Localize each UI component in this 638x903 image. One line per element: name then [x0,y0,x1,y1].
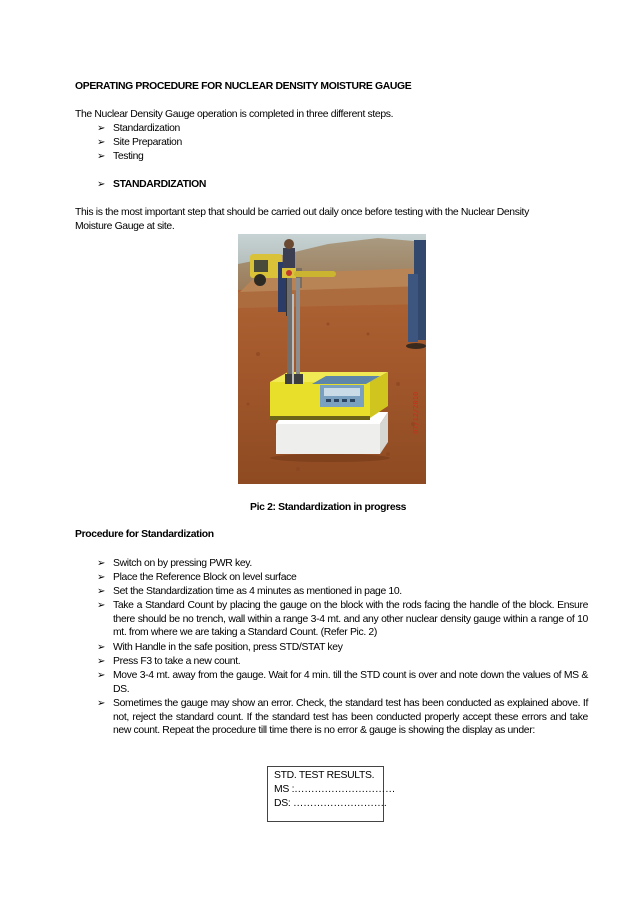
arrowhead-bullet-icon: ➢ [97,572,106,583]
procedure-step: Press F3 to take a new count. [113,656,241,667]
procedure-heading: Procedure for Standardization [75,529,214,540]
arrowhead-bullet-icon: ➢ [97,670,106,681]
document-title: OPERATING PROCEDURE FOR NUCLEAR DENSITY MOISTURE GAUGE [75,81,412,92]
procedure-step: Set the Standardization time as 4 minutes as mentioned in page 10. [113,586,402,597]
arrowhead-bullet-icon: ➢ [97,179,106,190]
arrowhead-bullet-icon: ➢ [97,642,106,653]
procedure-step: Place the Reference Block on level surface [113,572,297,583]
intro-paragraph: The Nuclear Density Gauge operation is completed in three different steps. [75,109,394,120]
section-paragraph-line: This is the most important step that should be carried out daily once before testing with the Nuclear Density [75,207,529,218]
procedure-step: Sometimes the gauge may show an error. Check, the standard test has been conducted as explained above. If not, reject the standard count. If the standard test has been conducted properly accept these errors and take new count. Repeat the procedure till time there is no error & gauge is showing the display as under: [113,698,588,737]
results-title: STD. TEST RESULTS. [274,770,375,781]
std-test-results-box [267,766,396,822]
procedure-step: Move 3-4 mt. away from the gauge. Wait for 4 min. till the STD count is over and note down the values of MS & DS. [113,670,588,695]
arrowhead-bullet-icon: ➢ [97,558,106,569]
step-item: Site Preparation [113,137,182,148]
arrowhead-bullet-icon: ➢ [97,656,106,667]
section-paragraph-line: Moisture Gauge at site. [75,221,175,232]
arrowhead-bullet-icon: ➢ [97,151,106,162]
photo-caption: Pic 2: Standardization in progress [250,502,407,513]
procedure-step: Take a Standard Count by placing the gauge on the block with the rods facing the handle of the block. Ensure there should be no trench, wall within a range 3-4 mt. and any other nuclear density gauge within a range of 10 mt. from where we are taking a Standard Count. (Refer Pic. 2) [113,600,588,639]
svg-text:07/12/2010: 07/12/2010 [412,391,420,434]
section-heading: STANDARDIZATION [113,179,207,190]
standardization-photo [238,234,426,484]
arrowhead-bullet-icon: ➢ [97,137,106,148]
procedure-step: Switch on by pressing PWR key. [113,558,252,569]
step-item: Testing [113,151,144,162]
arrowhead-bullet-icon: ➢ [97,698,106,709]
procedure-step: With Handle in the safe position, press STD/STAT key [113,642,343,653]
arrowhead-bullet-icon: ➢ [97,586,106,597]
results-ms: MS :………………………… [274,784,396,795]
step-item: Standardization [113,123,180,134]
results-ds: DS: ………………………. [274,798,387,809]
arrowhead-bullet-icon: ➢ [97,600,106,611]
arrowhead-bullet-icon: ➢ [97,123,106,134]
